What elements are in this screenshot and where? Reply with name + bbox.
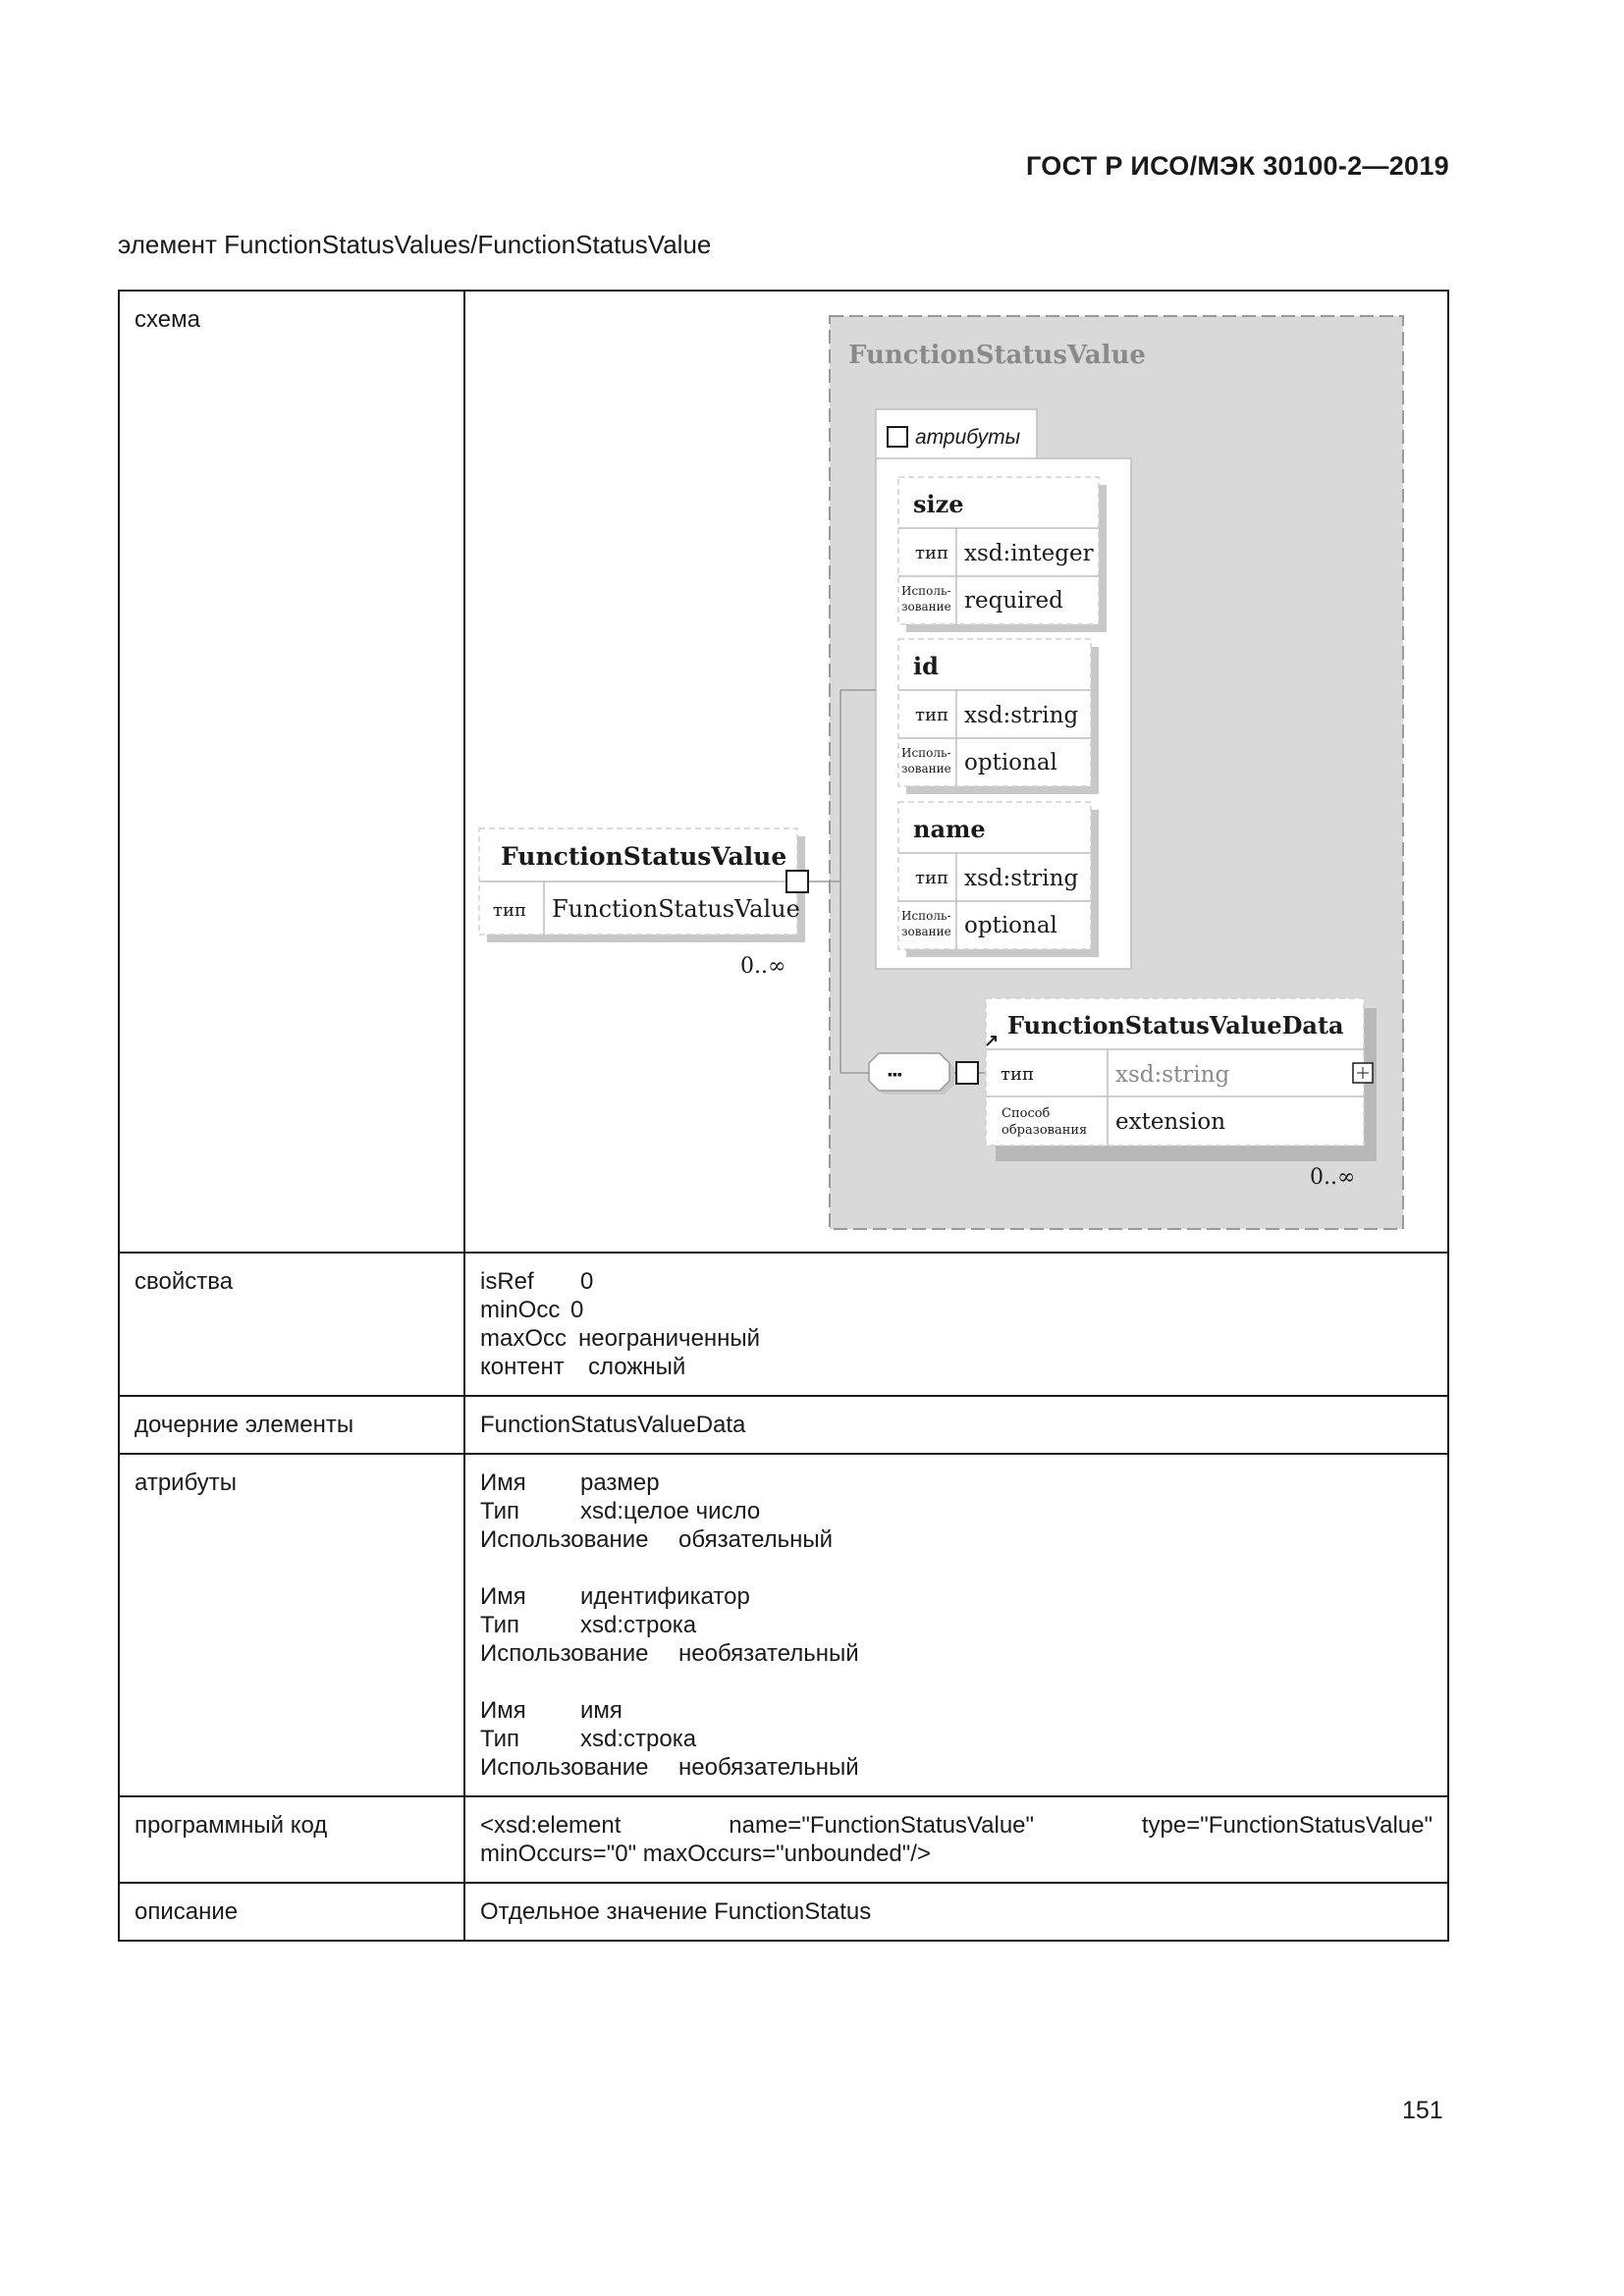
row-properties bbox=[119, 1253, 1448, 1396]
svg-text:зование: зование bbox=[901, 925, 951, 938]
prop-isref: isRef 0 bbox=[480, 1268, 594, 1295]
svg-text:FunctionStatusValue: FunctionStatusValue bbox=[501, 842, 787, 871]
properties-cell bbox=[464, 1253, 1448, 1396]
svg-text:optional: optional bbox=[964, 913, 1057, 938]
spec-table bbox=[118, 290, 1449, 1942]
children-label: дочерние элементы bbox=[119, 1396, 464, 1454]
svg-text:Исполь-: Исполь- bbox=[901, 909, 951, 923]
attribute-size bbox=[898, 477, 1107, 632]
element-occurs: 0..∞ bbox=[740, 954, 786, 979]
svg-text:тип: тип bbox=[915, 543, 948, 563]
attributes-checkbox-icon bbox=[888, 427, 907, 447]
svg-text:Исполь-: Исполь- bbox=[901, 584, 951, 598]
attributes-cell bbox=[464, 1454, 1448, 1796]
properties-label: свойства bbox=[119, 1253, 464, 1396]
svg-text:id: id bbox=[913, 652, 939, 680]
svg-text:тип: тип bbox=[915, 705, 948, 725]
attribute-group-2: Имя идентификатор Тип xsd:строка Использование необязательный bbox=[480, 1583, 859, 1667]
svg-text:зование: зование bbox=[901, 600, 951, 614]
svg-text:name: name bbox=[913, 815, 986, 843]
svg-text:зование: зование bbox=[901, 762, 951, 775]
description-cell: Отдельное значение FunctionStatus bbox=[464, 1883, 1448, 1941]
svg-text:FunctionStatusValueData: FunctionStatusValueData bbox=[1007, 1011, 1344, 1040]
attribute-id bbox=[898, 639, 1099, 794]
svg-text:тип: тип bbox=[493, 900, 526, 921]
code-line-2: minOccurs="0" maxOccurs="unbounded"/> bbox=[480, 1841, 931, 1867]
page-number: 151 bbox=[1402, 2097, 1443, 2124]
element-function-status-value bbox=[479, 828, 805, 942]
schema-cell bbox=[464, 291, 1448, 1253]
element-caption: элемент FunctionStatusValues/FunctionStatusValue bbox=[118, 230, 712, 259]
svg-text:Способ: Способ bbox=[1001, 1106, 1051, 1121]
description-label: описание bbox=[119, 1883, 464, 1941]
row-code bbox=[119, 1796, 1448, 1883]
svg-text:тип: тип bbox=[915, 868, 948, 888]
row-schema bbox=[119, 291, 1448, 1253]
child-occurs: 0..∞ bbox=[1310, 1165, 1356, 1190]
svg-text:Исполь-: Исполь- bbox=[901, 746, 951, 760]
svg-text:xsd:string: xsd:string bbox=[964, 866, 1079, 891]
prop-minocc: minOcc 0 bbox=[480, 1297, 584, 1323]
element-expand-icon bbox=[786, 871, 808, 892]
code-line-1: <xsd:element name="FunctionStatusValue" type="FunctionStatusValue" bbox=[480, 1812, 1433, 1839]
row-description bbox=[119, 1883, 1448, 1941]
attributes-tab-label: атрибуты bbox=[915, 426, 1021, 449]
code-label: программный код bbox=[119, 1796, 464, 1883]
svg-text:xsd:integer: xsd:integer bbox=[964, 541, 1094, 566]
svg-text:extension: extension bbox=[1115, 1109, 1226, 1135]
svg-text:тип: тип bbox=[1001, 1064, 1034, 1085]
svg-text:size: size bbox=[913, 490, 964, 518]
attribute-group-1: Имя размер Тип xsd:целое число Использование обязательный bbox=[480, 1469, 834, 1553]
sequence-expand-icon bbox=[956, 1062, 978, 1084]
element-function-status-value-data bbox=[986, 998, 1377, 1161]
svg-text:required: required bbox=[964, 588, 1063, 614]
attribute-group-3: Имя имя Тип xsd:строка Использование необязательный bbox=[480, 1697, 859, 1781]
svg-text:▪▪▪: ▪▪▪ bbox=[888, 1066, 902, 1082]
svg-text:optional: optional bbox=[964, 750, 1057, 775]
svg-text:xsd:string: xsd:string bbox=[964, 703, 1079, 728]
group-title: FunctionStatusValue bbox=[848, 341, 1146, 370]
row-children bbox=[119, 1396, 1448, 1454]
schema-label: схема bbox=[119, 291, 464, 1253]
svg-text:образования: образования bbox=[1001, 1123, 1088, 1138]
attributes-label: атрибуты bbox=[119, 1454, 464, 1796]
svg-text:FunctionStatusValue: FunctionStatusValue bbox=[552, 895, 800, 923]
children-cell: FunctionStatusValueData bbox=[464, 1396, 1448, 1454]
attribute-name bbox=[898, 802, 1099, 957]
sequence-compositor-icon bbox=[869, 1053, 954, 1095]
prop-maxocc: maxOcc неограниченный bbox=[480, 1325, 761, 1352]
prop-content: контент сложный bbox=[480, 1354, 686, 1380]
schema-diagram bbox=[465, 292, 1457, 1252]
svg-text:xsd:string: xsd:string bbox=[1115, 1062, 1230, 1088]
code-cell bbox=[464, 1796, 1448, 1883]
standard-code: ГОСТ Р ИСО/МЭК 30100-2—2019 bbox=[1026, 151, 1449, 181]
row-attributes bbox=[119, 1454, 1448, 1796]
